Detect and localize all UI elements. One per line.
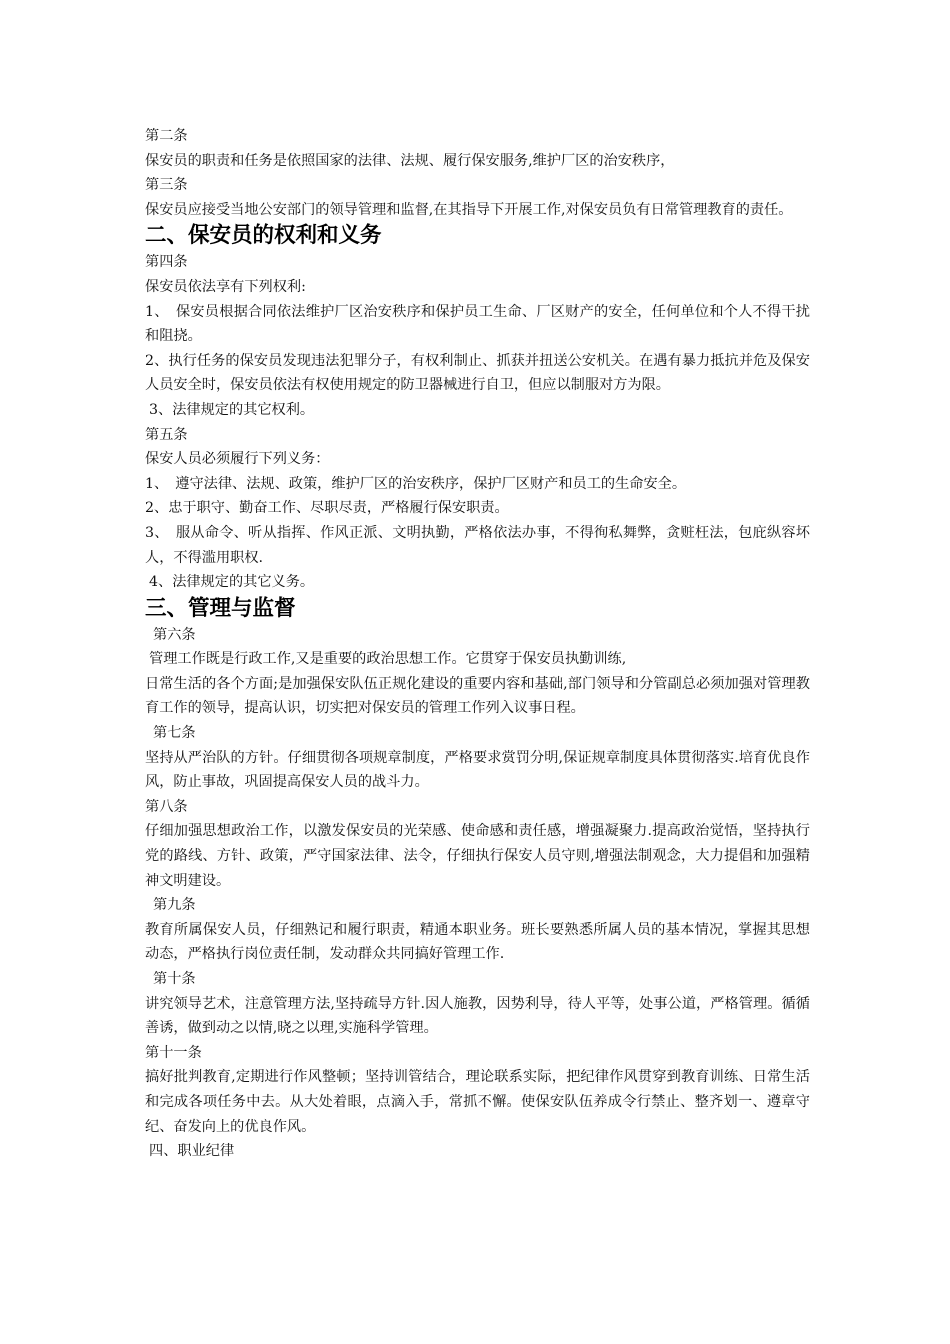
article-11-heading: 第十一条 bbox=[145, 1044, 202, 1061]
article-6-heading: 第六条 bbox=[153, 626, 196, 643]
article-5-heading: 第五条 bbox=[145, 426, 188, 443]
article-5-item-1: 1、 遵守法律、法规、政策，维护厂区的治安秩序，保护厂区财产和员工的生命安全。 bbox=[145, 475, 687, 492]
article-4-intro: 保安员依法享有下列权利: bbox=[145, 278, 306, 295]
article-5-intro: 保安人员必须履行下列义务： bbox=[145, 451, 330, 468]
article-4-item-2: 2、执行任务的保安员发现违法犯罪分子，有权利制止、抓获并扭送公安机关。在遇有暴力抵抗并危及保安人员安全时，保安员依法有权使用规定的防卫器械进行自卫，但应以制服对方为限。 bbox=[145, 352, 810, 394]
article-8-text: 仔细加强思想政治工作，以激发保安员的光荣感、使命感和责任感，增强凝聚力.提高政治觉悟，坚持执行党的路线、方针、政策，严守国家法律、法令，仔细执行保安人员守则,增强法制观念，大力提倡和加强精神文明建设。 bbox=[145, 823, 810, 889]
article-6-text-2: 日常生活的各个方面;是加强保安队伍正规化建设的重要内容和基础,部门领导和分管副总必须加强对管理教育工作的领导，提高认识，切实把对保安员的管理工作列入议事日程。 bbox=[145, 675, 810, 717]
article-10-heading: 第十条 bbox=[153, 971, 196, 987]
article-7-text: 坚持从严治队的方针。仔细贯彻各项规章制度，严格要求赏罚分明,保证规章制度具体贯彻落实.培育优良作风，防止事故，巩固提高保安人员的战斗力。 bbox=[145, 749, 810, 791]
article-11-text: 搞好批判教育,定期进行作风整顿；坚持训管结合，理论联系实际，把纪律作风贯穿到教育训练、日常生活和完成各项任务中去。从大处着眼，点滴入手，常抓不懈。使保安队伍养成令行禁止、整齐划一、遵章守纪、奋发向上的优良作风。 bbox=[145, 1069, 810, 1135]
article-7-heading: 第七条 bbox=[153, 725, 196, 742]
section-3-heading: 三、管理与监督 bbox=[145, 595, 296, 621]
article-6-text-1: 管理工作既是行政工作,又是重要的政治思想工作。它贯穿于保安员执勤训练, bbox=[149, 651, 627, 668]
document-body bbox=[145, 124, 810, 1164]
article-2-heading: 第二条 bbox=[145, 128, 188, 144]
article-5-item-4: 4、法律规定的其它义务。 bbox=[149, 574, 315, 591]
article-4-heading: 第四条 bbox=[145, 254, 188, 271]
article-3-text: 保安员应接受当地公安部门的领导管理和监督,在其指导下开展工作,对保安员负有日常管理教育的责任。 bbox=[145, 201, 793, 218]
article-4-item-3: 3、法律规定的其它权利。 bbox=[149, 401, 315, 418]
article-8-heading: 第八条 bbox=[145, 798, 188, 815]
article-10-text: 讲究领导艺术，注意管理方法,坚持疏导方针.因人施教，因势利导，待人平等，处事公道，严格管理。循循善诱，做到动之以情,晓之以理,实施科学管理。 bbox=[145, 995, 810, 1037]
section-4-heading: 四、职业纪律 bbox=[149, 1143, 235, 1160]
article-9-heading: 第九条 bbox=[153, 897, 196, 914]
article-5-item-3: 3、 服从命令、听从指挥、作风正派、文明执勤，严格依法办事，不得徇私舞弊，贪赃枉法，包庇纵容坏人，不得滥用职权. bbox=[145, 524, 810, 566]
article-2-text: 保安员的职责和任务是依照国家的法律、法规、履行保安服务,维护厂区的治安秩序， bbox=[145, 152, 675, 169]
article-9-text: 教育所属保安人员，仔细熟记和履行职责，精通本职业务。班长要熟悉所属人员的基本情况，掌握其思想动态，严格执行岗位责任制，发动群众共同搞好管理工作. bbox=[145, 921, 810, 963]
article-5-item-2: 2、忠于职守、勤奋工作、尽职尽责，严格履行保安职责。 bbox=[145, 500, 509, 517]
article-4-item-1: 1、 保安员根据合同依法维护厂区治安秩序和保护员工生命、厂区财产的安全，任何单位和个人不得干扰和阻挠。 bbox=[145, 303, 810, 345]
section-2-heading: 二、保安员的权利和义务 bbox=[145, 223, 382, 249]
article-3-heading: 第三条 bbox=[145, 177, 188, 194]
